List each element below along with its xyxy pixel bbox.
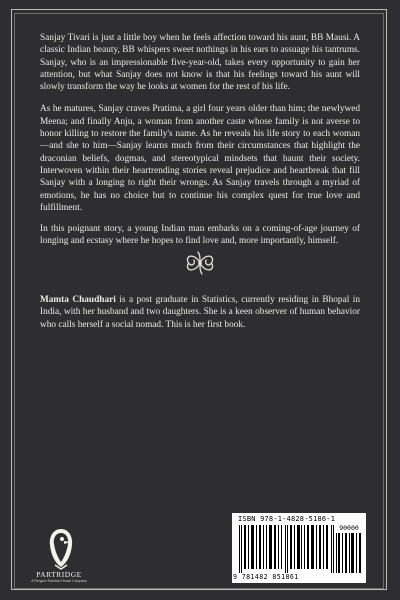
isbn-barcode [232,513,366,583]
author-name: Mamta Chaudhari [40,295,116,305]
price-addon-text: 90000 [339,524,359,532]
back-cover-blurb [40,32,360,258]
ean-first-digit: 9 [233,573,238,581]
addon-bars [336,533,362,573]
isbn-text: ISBN 978-1-4828-5186-1 [238,515,336,523]
ean-left-digits: 781482 [241,573,268,581]
ornament-divider-icon [181,249,219,277]
author-bio-text: is a post graduate in Statistics, currently residing in Bhopal in India, with her husband and two daughters. She is a keen observer of human behavior who calls herself a social nomad. This is her first book. [40,295,360,330]
ean-number [233,573,337,581]
blurb-paragraph-2: As he matures, Sanjay craves Pratima, a girl four years older than him; the newlywed Meena; and finally Anju, a woman from another caste whose family is not averse to honor killing to restore the family's name. As he reveals his life story to each woman—and she to him—Sanjay learns much from their circumstances that highlight the draconian beliefs, dogmas, and stereotypical mindsets that haunt their society. Interwoven within their heartrending stories reveal prejudice and heartbreak that fill Sanjay with a longing to right their wrongs. As Sanjay travels through a myriad of emotions, he has no choice but to continue his complex quest for true love and fulfillment. [40,104,360,213]
blurb-paragraph-1: Sanjay Tivari is just a little boy when he feels affection toward his aunt, BB Mausi. A classic Indian beauty, BB whispers sweet nothings in his ears to assuage his tantrums. Sanjay, who is an impressionable five-year-old, takes every opportunity to gain her attention, but what Sanjay does not know is that his feelings toward his aunt will slowly transform the way he looks at women for the rest of his life. [40,33,360,93]
blurb-paragraph-3: In this poignant story, a young Indian man embarks on a coming-of-age journey of longing and ecstasy where he hopes to find love and, more importantly, himself. [40,224,360,247]
author-bio [40,294,360,331]
publisher-tagline: A Penguin Random House Company [31,579,87,583]
publisher-name: PARTRIDGE [36,570,82,579]
ean-right-digits: 851861 [272,573,299,581]
ean-bars [239,525,335,573]
